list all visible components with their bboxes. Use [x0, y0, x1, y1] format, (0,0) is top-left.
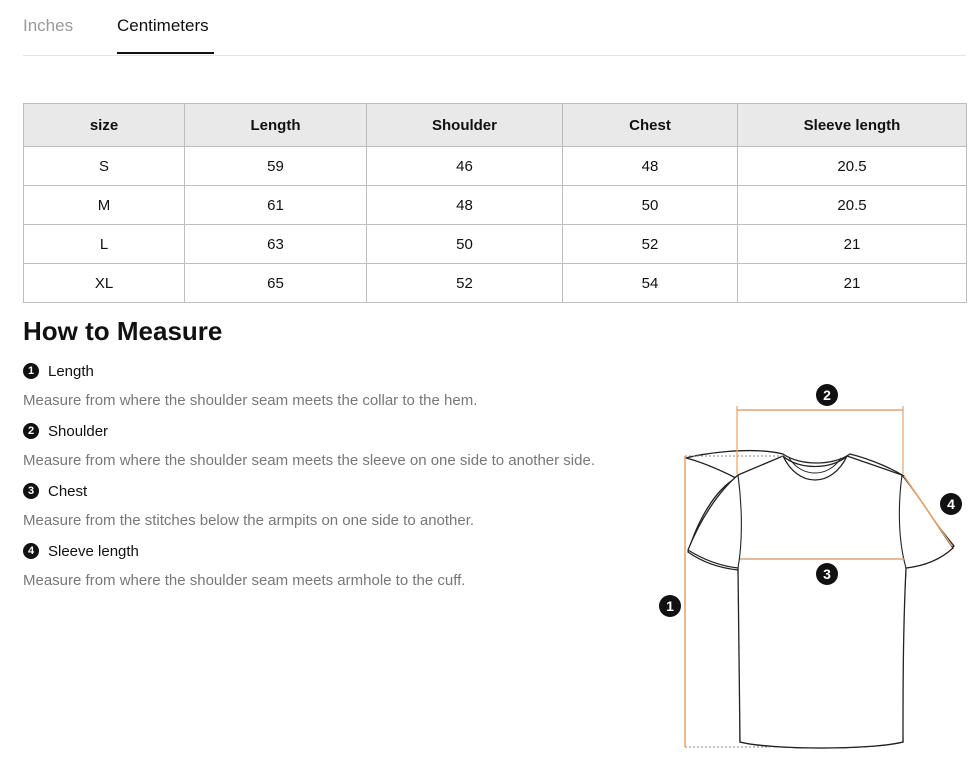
cell-sleeve-length: 21: [738, 264, 967, 303]
cell-shoulder: 46: [367, 147, 563, 186]
cell-length: 65: [185, 264, 367, 303]
tshirt-diagram: [640, 370, 970, 770]
cell-size: L: [24, 225, 185, 264]
unit-tabs: [23, 0, 966, 56]
cell-length: 61: [185, 186, 367, 225]
tab-centimeters[interactable]: Centimeters: [117, 16, 209, 35]
diagram-badge-1: 1: [659, 595, 681, 617]
measure-label: Chest: [48, 482, 88, 500]
measure-item-length: [23, 361, 643, 411]
measure-label: Length: [48, 362, 94, 380]
cell-shoulder: 48: [367, 186, 563, 225]
cell-shoulder: 50: [367, 225, 563, 264]
measure-description: Measure from where the shoulder seam meets the collar to the hem.: [23, 392, 478, 409]
number-badge-1: 1: [23, 363, 39, 379]
cell-size: XL: [24, 264, 185, 303]
cell-chest: 54: [563, 264, 738, 303]
diagram-badge-3: 3: [816, 563, 838, 585]
cell-sleeve-length: 20.5: [738, 186, 967, 225]
table-row: [24, 186, 967, 225]
cell-chest: 52: [563, 225, 738, 264]
tab-inches[interactable]: Inches: [23, 16, 74, 35]
measure-description: Measure from where the shoulder seam meets the sleeve on one side to another side.: [23, 452, 595, 469]
cell-chest: 50: [563, 186, 738, 225]
measure-label: Shoulder: [48, 422, 109, 440]
cell-shoulder: 52: [367, 264, 563, 303]
measure-item-chest: [23, 481, 643, 531]
tshirt-diagram-icon: [640, 370, 970, 770]
active-tab-indicator: [117, 52, 214, 54]
measure-item-sleeve-length: [23, 541, 643, 591]
measure-description: Measure from the stitches below the armpits on one side to another.: [23, 512, 475, 529]
how-to-measure-title: How to Measure: [23, 316, 223, 346]
cell-length: 59: [185, 147, 367, 186]
header-length: Length: [185, 104, 367, 147]
measure-description: Measure from where the shoulder seam meets armhole to the cuff.: [23, 572, 466, 589]
cell-size: M: [24, 186, 185, 225]
number-badge-3: 3: [23, 483, 39, 499]
table-row: [24, 147, 967, 186]
table-header-row: [24, 104, 967, 147]
cell-sleeve-length: 20.5: [738, 147, 967, 186]
cell-sleeve-length: 21: [738, 225, 967, 264]
measure-item-shoulder: [23, 421, 643, 471]
measure-label: Sleeve length: [48, 542, 139, 560]
number-badge-4: 4: [23, 543, 39, 559]
size-table: [23, 103, 967, 303]
header-shoulder: Shoulder: [367, 104, 563, 147]
header-chest: Chest: [563, 104, 738, 147]
header-sleeve-length: Sleeve length: [738, 104, 967, 147]
header-size: size: [24, 104, 185, 147]
table-row: [24, 264, 967, 303]
diagram-badge-2: 2: [816, 384, 838, 406]
table-row: [24, 225, 967, 264]
cell-chest: 48: [563, 147, 738, 186]
diagram-badge-4: 4: [940, 493, 962, 515]
cell-size: S: [24, 147, 185, 186]
cell-length: 63: [185, 225, 367, 264]
number-badge-2: 2: [23, 423, 39, 439]
